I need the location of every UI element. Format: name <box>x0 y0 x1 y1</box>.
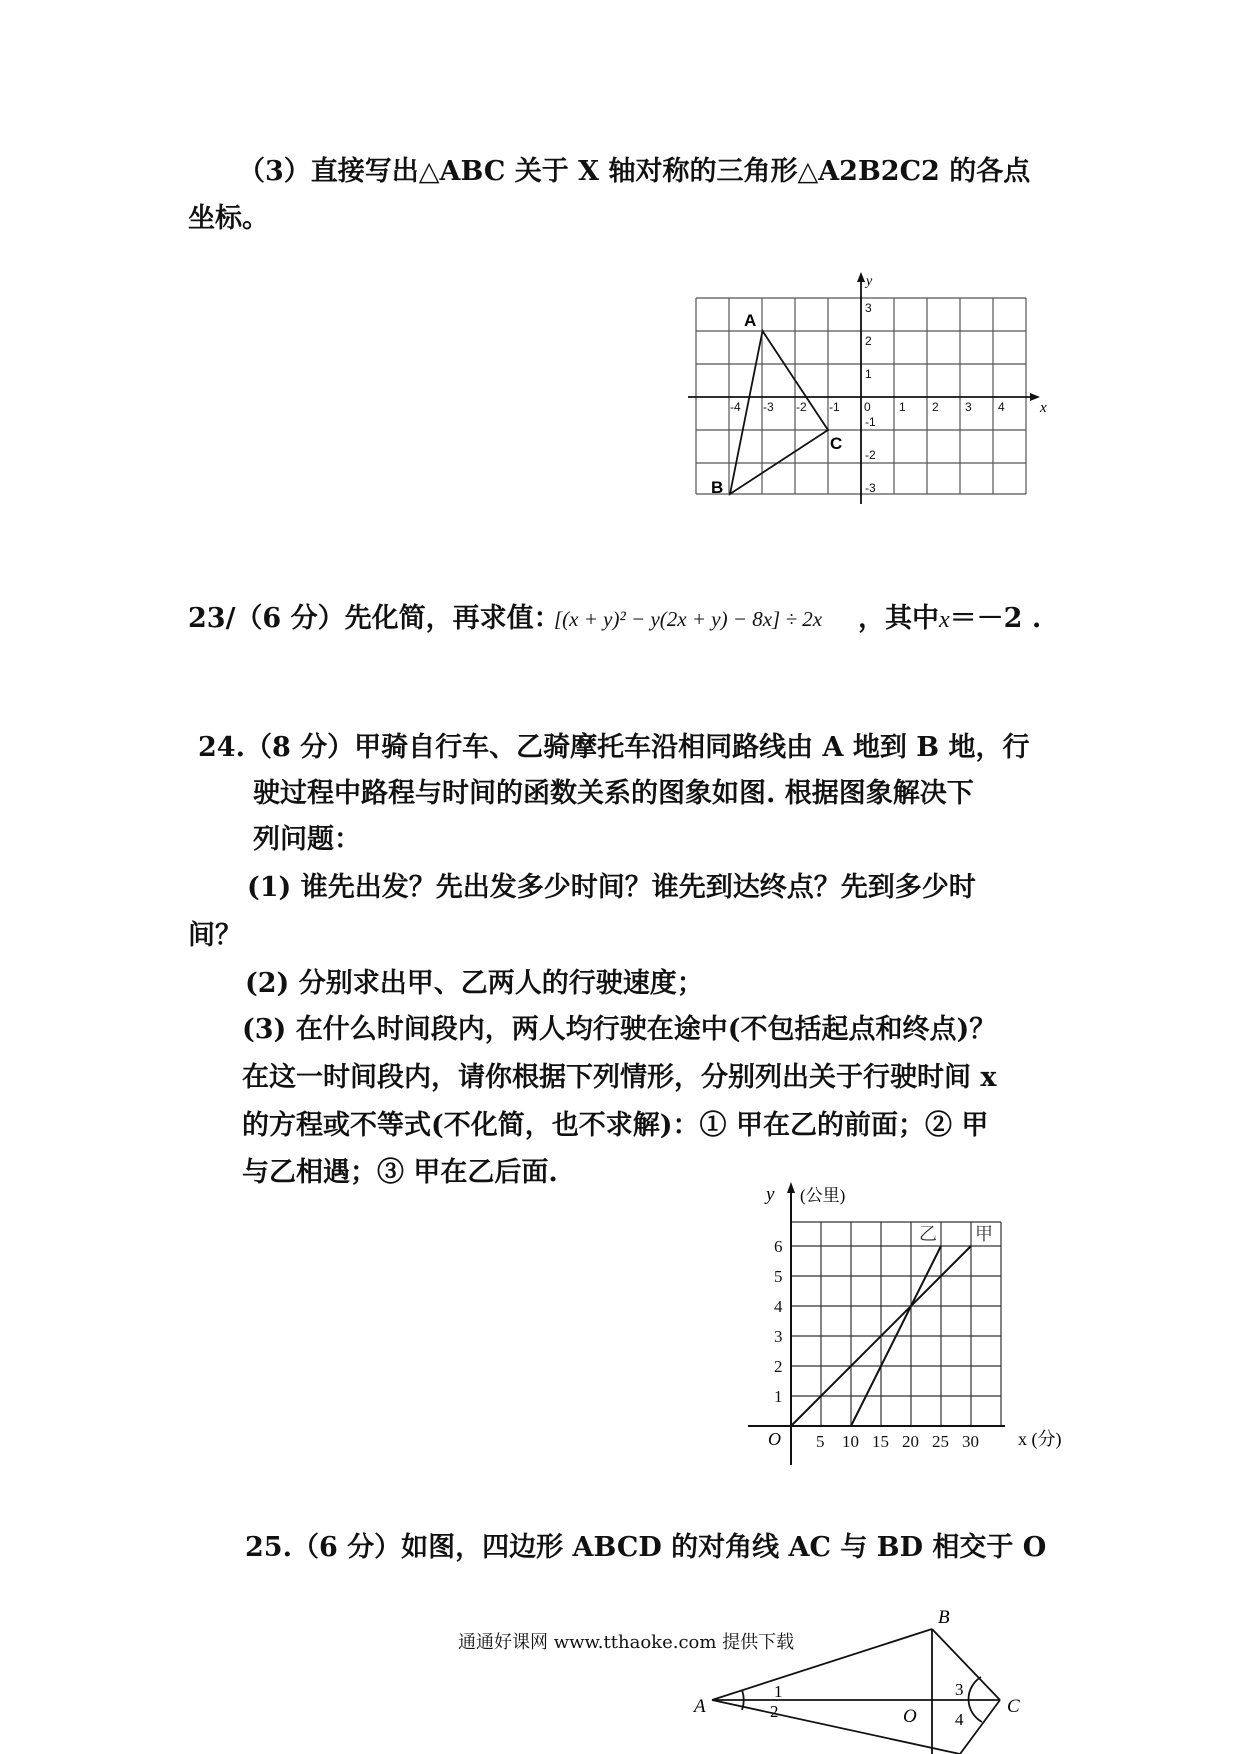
q24-part3-line1: (3) 在什么时间段内，两人均行驶在途中(不包括起点和终点)？ <box>242 1014 997 1045</box>
coordinate-grid-figure <box>0 0 1240 560</box>
triangle-abc <box>730 331 828 494</box>
q24-line1: 24.（8 分）甲骑自行车、乙骑摩托车沿相同路线由 A 地到 B 地，行 <box>198 732 1030 763</box>
q24-part3-line4: 与乙相遇；③ 甲在乙后面. <box>242 1157 558 1188</box>
q23-variable: x <box>939 607 950 633</box>
q24-part3-line2: 在这一时间段内，请你根据下列情形，分别列出关于行驶时间 x <box>242 1062 997 1093</box>
grid-x-tick: 2 <box>932 400 939 414</box>
chart-x-tick: 25 <box>932 1432 949 1451</box>
chart-x-tick: 15 <box>872 1432 889 1451</box>
grid-x-tick: -1 <box>829 400 840 414</box>
quad-point-c: C <box>1007 1696 1020 1717</box>
angle-label-1: 1 <box>774 1682 783 1701</box>
chart-ylabel: (公里) <box>800 1186 846 1205</box>
chart-x-tick: 10 <box>842 1432 859 1451</box>
q23-condition: ＝－2 . <box>949 603 1042 634</box>
quad-point-a: A <box>694 1696 706 1717</box>
segment-bc <box>932 1629 1000 1700</box>
chart-series-label: 甲 <box>975 1224 993 1244</box>
q24-part1-line1: (1) 谁先出发？先出发多少时间？谁先到达终点？先到多少时 <box>247 872 976 903</box>
grid-x-axis-label: x <box>1040 400 1047 416</box>
chart-origin-label: O <box>768 1429 781 1449</box>
q24-part2: (2) 分别求出甲、乙两人的行驶速度； <box>245 968 704 999</box>
grid-x-tick: 0 <box>864 400 871 414</box>
grid-x-tick: -4 <box>730 400 741 414</box>
point-b-label: B <box>711 478 724 497</box>
chart-y-tick: 5 <box>774 1267 783 1286</box>
chart-y-tick: 6 <box>774 1237 783 1256</box>
q23-formula-text: [(x + y)² − y(2x + y) − 8x] ÷ 2x <box>554 607 823 631</box>
chart-y-tick: 2 <box>774 1357 783 1376</box>
q22-part3-line1: （3）直接写出△ABC 关于 X 轴对称的三角形△A2B2C2 的各点 <box>238 156 1031 187</box>
chart-x-tick: 30 <box>962 1432 979 1451</box>
chart-y-letter: y <box>766 1184 775 1205</box>
chart-x-tick: 20 <box>902 1432 919 1451</box>
chart-series-label: 乙 <box>919 1224 937 1244</box>
chart-grid <box>791 1222 1001 1426</box>
chart-y-tick: 4 <box>774 1297 783 1316</box>
segment-cd <box>960 1700 1000 1754</box>
grid-x-tick: -3 <box>763 400 774 414</box>
chart-axes <box>748 1182 1005 1465</box>
quad-point-o: O <box>903 1706 917 1727</box>
grid-y-tick: -3 <box>865 481 876 495</box>
angle-label-4: 4 <box>955 1710 964 1729</box>
grid-x-tick: -2 <box>796 400 807 414</box>
grid-y-tick: 2 <box>865 334 872 348</box>
q24-line3: 列问题： <box>253 824 361 855</box>
grid-x-tick: 4 <box>998 400 1005 414</box>
grid-y-tick: -2 <box>865 448 876 462</box>
grid-y-tick: 3 <box>865 301 872 315</box>
angle-arc-c <box>969 1677 982 1722</box>
q23-suffix-text: ，其中 <box>858 603 939 634</box>
grid-y-tick: 1 <box>865 367 872 381</box>
grid-x-tick: 3 <box>965 400 972 414</box>
angle-label-3: 3 <box>955 1680 964 1699</box>
chart-y-tick: 1 <box>774 1387 783 1406</box>
angle-arc-a <box>742 1690 744 1710</box>
point-c-label: C <box>830 434 843 453</box>
q25-line1: 25.（6 分）如图，四边形 ABCD 的对角线 AC 与 BD 相交于 O <box>245 1532 1047 1563</box>
quad-point-b: B <box>938 1607 950 1628</box>
grid-x-tick: 1 <box>899 400 906 414</box>
q24-part3-line3: 的方程或不等式(不化简，也不求解)：① 甲在乙的前面；② 甲 <box>242 1110 989 1141</box>
angle-label-2: 2 <box>770 1702 779 1721</box>
q23-suffix <box>858 605 1041 632</box>
point-a-label: A <box>744 311 757 330</box>
segment-ad <box>712 1700 960 1754</box>
chart-xlabel: x (分) <box>1018 1429 1062 1449</box>
q23-formula <box>554 609 822 630</box>
footer-source: 通通好课网 www.tthaoke.com 提供下载 <box>458 1632 795 1653</box>
q24-part1-line2: 间？ <box>188 920 242 951</box>
chart-y-tick: 3 <box>774 1327 783 1346</box>
q23-prefix: 23/（6 分）先化简，再求值： <box>188 603 561 634</box>
chart-series-line <box>791 1246 971 1426</box>
chart-x-tick: 5 <box>816 1432 825 1451</box>
grid-y-tick: -1 <box>865 415 876 429</box>
grid-y-axis-label: y <box>866 274 873 289</box>
q24-line2: 驶过程中路程与时间的函数关系的图象如图. 根据图象解决下 <box>253 778 974 809</box>
chart-series-line <box>851 1246 941 1426</box>
q22-part3-line2: 坐标。 <box>188 203 269 234</box>
